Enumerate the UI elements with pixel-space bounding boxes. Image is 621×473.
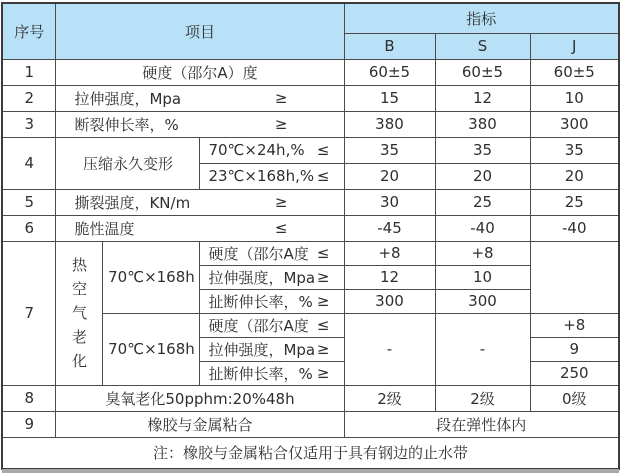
item-label-wrap — [56, 218, 343, 239]
item-label: 拉伸强度，Mpa — [74, 89, 182, 108]
header-grade-s: S — [435, 33, 530, 59]
bottom-edge-strip — [2, 469, 619, 473]
property-label-cell — [200, 265, 344, 289]
value-j: +8 — [530, 313, 619, 337]
aging-label-cell — [56, 241, 103, 385]
header-grade-j: J — [530, 33, 619, 59]
ge-symbol: ≥ — [274, 89, 288, 107]
property-label-wrap — [200, 291, 343, 312]
table-row-aging-1-hardness — [2, 241, 619, 265]
row-no: 7 — [2, 241, 56, 385]
item-label: 撕裂强度，KN/m — [74, 193, 191, 212]
value-j: 300 — [530, 111, 619, 137]
value-s: 35 — [435, 137, 530, 163]
rubber-waterstop-spec-table — [1, 2, 620, 470]
value-s: 25 — [435, 189, 530, 215]
le-symbol: ≤ — [274, 219, 288, 237]
le-symbol: ≤ — [316, 316, 330, 334]
value-s: 12 — [435, 85, 530, 111]
property-label-cell — [200, 241, 344, 265]
condition-label: 23℃×168h,% — [208, 167, 315, 185]
item-label-wrap — [56, 192, 343, 213]
table-row-ozone — [2, 385, 619, 411]
value-j: 25 — [530, 189, 619, 215]
row-no: 4 — [2, 137, 56, 189]
property-label: 硬度（邵尔A度 — [208, 244, 309, 263]
condition-label-cell — [200, 137, 344, 163]
property-label: 扯断伸长率，% — [208, 292, 313, 311]
item-label: 硬度（邵尔A）度 — [56, 59, 344, 85]
property-label-wrap — [200, 315, 343, 336]
row-no: 9 — [2, 411, 56, 437]
ge-symbol: ≥ — [316, 340, 330, 358]
item-label: 脆性温度 — [74, 219, 135, 238]
item-label-wrap — [56, 114, 343, 135]
aging-condition-2: 70℃×168h — [103, 313, 200, 385]
condition-label-wrap — [200, 167, 343, 185]
property-label-wrap — [200, 339, 343, 360]
value-j-merged — [530, 241, 619, 313]
table-row-hardness — [2, 59, 619, 85]
row-no: 5 — [2, 189, 56, 215]
property-label-cell — [200, 361, 344, 385]
ge-symbol: ≥ — [274, 193, 288, 211]
value-b: 35 — [344, 137, 435, 163]
table-row-compression-1 — [2, 137, 619, 163]
item-label-cell — [56, 189, 344, 215]
aging-label: 热空气老化 — [71, 256, 87, 370]
value-s: 300 — [435, 289, 530, 313]
value-s: 380 — [435, 111, 530, 137]
value-j: 9 — [530, 337, 619, 361]
note-row — [2, 437, 619, 469]
table-row-bonding — [2, 411, 619, 437]
value-s-merged: - — [435, 313, 530, 385]
le-symbol: ≤ — [316, 167, 330, 185]
item-label-cell — [56, 215, 344, 241]
item-label-cell — [56, 111, 344, 137]
header-item: 项目 — [56, 3, 344, 59]
le-symbol: ≤ — [316, 141, 330, 159]
value-b: 12 — [344, 265, 435, 289]
value-b: 380 — [344, 111, 435, 137]
value-b: 2级 — [344, 385, 435, 411]
value-b: 60±5 — [344, 59, 435, 85]
value-j: 60±5 — [530, 59, 619, 85]
table-row-tensile — [2, 85, 619, 111]
item-label: 断裂伸长率，% — [74, 115, 179, 134]
condition-label-wrap — [200, 141, 343, 159]
row-no: 8 — [2, 385, 56, 411]
value-b: 300 — [344, 289, 435, 313]
row-no: 2 — [2, 85, 56, 111]
value-b: +8 — [344, 241, 435, 265]
row-no: 1 — [2, 59, 56, 85]
property-label: 拉伸强度，Mpa — [208, 340, 316, 359]
ge-symbol: ≥ — [316, 364, 330, 382]
item-label-cell — [56, 85, 344, 111]
table-row-brittleness — [2, 215, 619, 241]
value-b: -45 — [344, 215, 435, 241]
header-grade-b: B — [344, 33, 435, 59]
value-s: +8 — [435, 241, 530, 265]
value-b: 30 — [344, 189, 435, 215]
property-label-cell — [200, 289, 344, 313]
value-j: 20 — [530, 163, 619, 189]
item-label: 压缩永久变形 — [56, 137, 200, 189]
ge-symbol: ≥ — [316, 292, 330, 310]
row-no: 6 — [2, 215, 56, 241]
header-serial: 序号 — [2, 3, 56, 59]
value-s: 2级 — [435, 385, 530, 411]
value-j: 35 — [530, 137, 619, 163]
item-label: 臭氧老化50pphm:20%48h — [56, 385, 344, 411]
row-no: 3 — [2, 111, 56, 137]
aging-condition-1: 70℃×168h — [103, 241, 200, 313]
bonding-result: 段在弹性体内 — [344, 411, 619, 437]
value-s: -40 — [435, 215, 530, 241]
property-label: 拉伸强度，Mpa — [208, 268, 316, 287]
property-label-wrap — [200, 267, 343, 288]
property-label-cell — [200, 337, 344, 361]
item-label-wrap — [56, 88, 343, 109]
item-label: 橡胶与金属粘合 — [56, 411, 344, 437]
condition-label: 70℃×24h,% — [208, 141, 305, 159]
property-label: 扯断伸长率，% — [208, 364, 313, 383]
property-label-wrap — [200, 243, 343, 264]
value-s: 10 — [435, 265, 530, 289]
le-symbol: ≤ — [316, 244, 330, 262]
value-j: 250 — [530, 361, 619, 385]
table-row-tear — [2, 189, 619, 215]
value-b: 15 — [344, 85, 435, 111]
ge-symbol: ≥ — [316, 268, 330, 286]
value-j: 10 — [530, 85, 619, 111]
value-j: 0级 — [530, 385, 619, 411]
property-label-wrap — [200, 363, 343, 384]
value-b: 20 — [344, 163, 435, 189]
value-b-merged: - — [344, 313, 435, 385]
value-s: 60±5 — [435, 59, 530, 85]
value-s: 20 — [435, 163, 530, 189]
table-row-elongation — [2, 111, 619, 137]
header-index: 指标 — [344, 3, 619, 33]
property-label: 硬度（邵尔A度 — [208, 316, 309, 335]
ge-symbol: ≥ — [274, 115, 288, 133]
property-label-cell — [200, 313, 344, 337]
value-j: -40 — [530, 215, 619, 241]
condition-label-cell — [200, 163, 344, 189]
table-note: 注：橡胶与金属粘合仅适用于具有钢边的止水带 — [2, 437, 619, 469]
header-row-1 — [2, 3, 619, 33]
